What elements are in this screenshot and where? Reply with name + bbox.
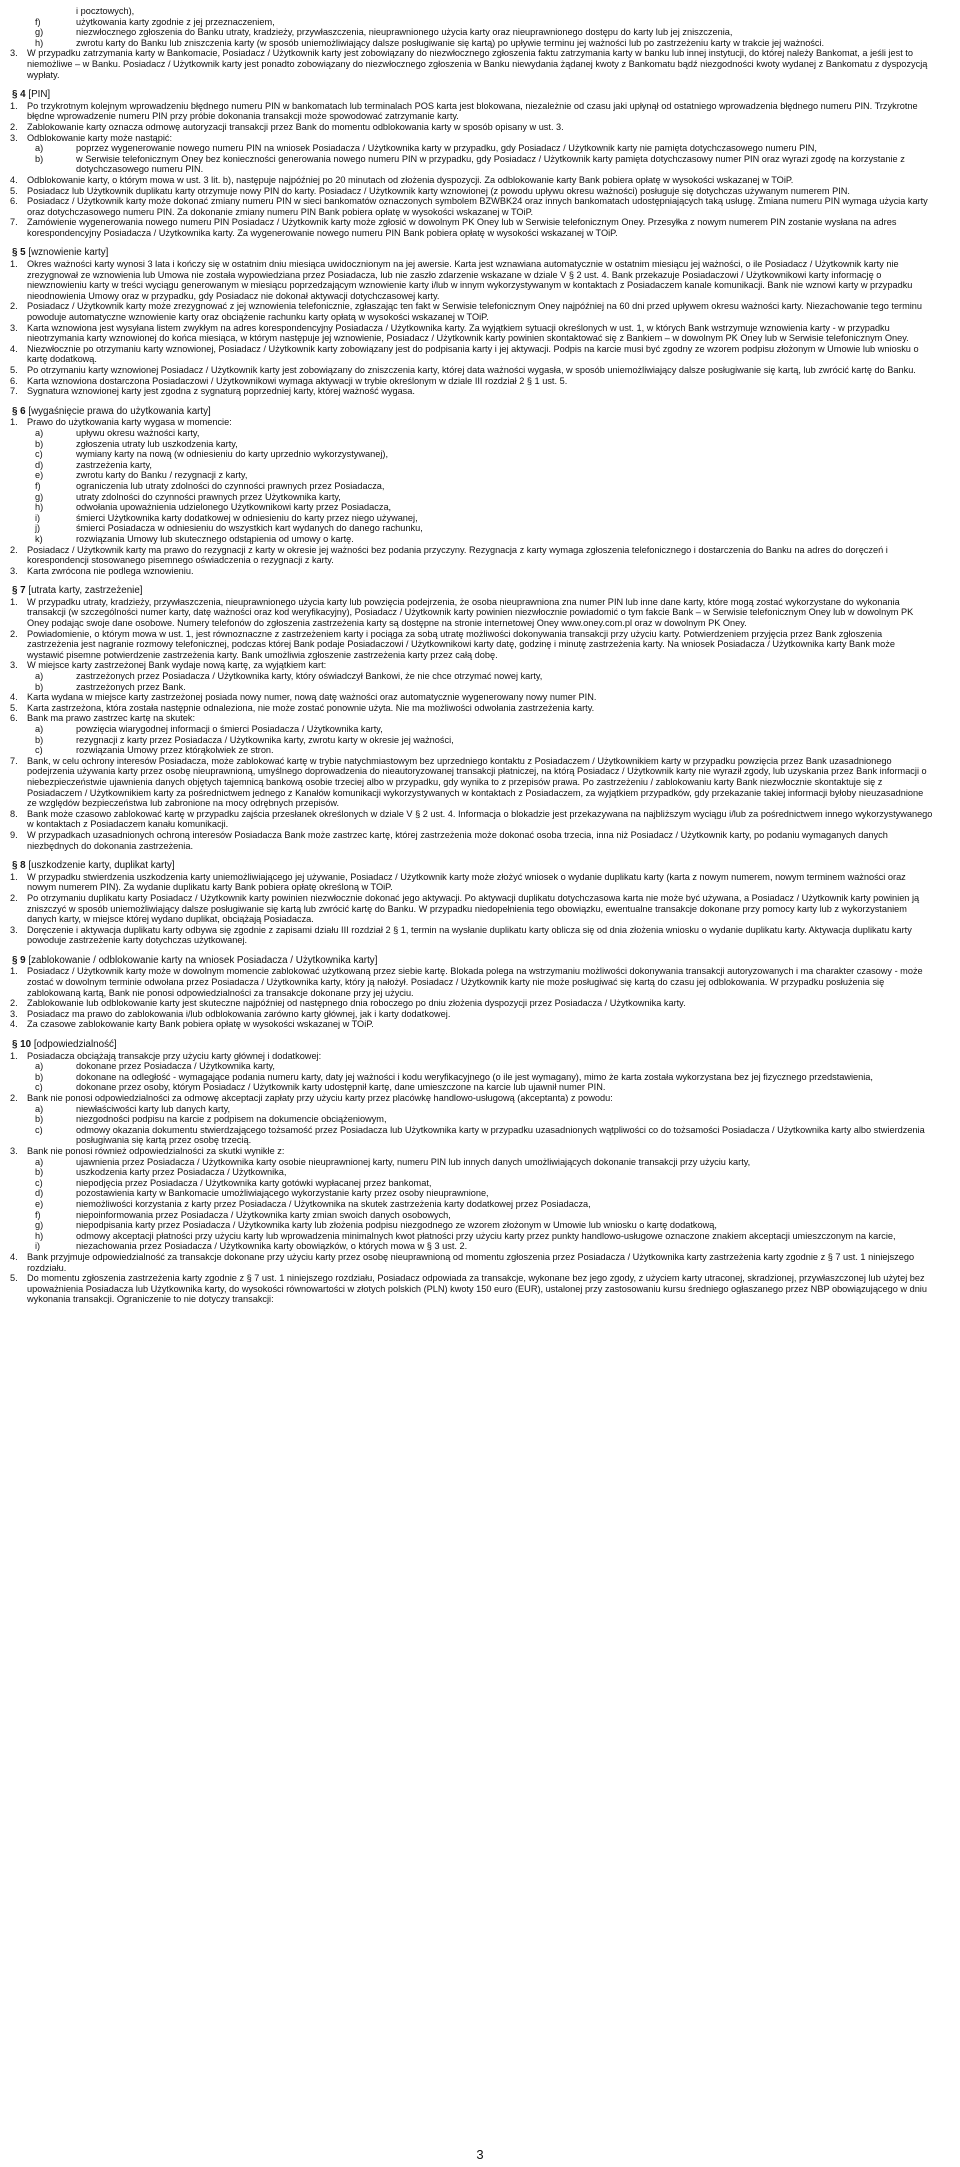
section-number: § 5 (12, 247, 26, 259)
clause-text: utraty zdolności do czynności prawnych przez Użytkownika karty, (76, 491, 341, 502)
clause-text: uszkodzenia karty przez Posiadacza / Użytkownika, (76, 1167, 287, 1178)
clause (10, 101, 933, 122)
section-title: [zablokowanie / odblokowanie karty na wniosek Posiadacza / Użytkownika karty] (28, 954, 378, 966)
section-heading (10, 407, 933, 418)
clause-text: Zablokowanie karty oznacza odmowę autoryzacji transakcji przez Bank do momentu odblokowania karty w sposób opisany w ust. 3. (27, 121, 564, 132)
sub-clause (10, 1220, 933, 1231)
list-marker: g) (35, 27, 44, 38)
clause-text: Posiadacza obciążają transakcje przy użyciu karty głównej i dodatkowej: (27, 1050, 322, 1061)
clause-text: Zamówienie wygenerowania nowego numeru PIN Posiadacz / Użytkownik karty może zgłosić w dowolnym PK Oney lub w Serwisie telefonicznym Oney. Przesyłka z nowym numerem PIN zostanie wysłana na adres korespondencyjny Posiadacza / Użytkownika karty. Za wygenerowanie nowego numeru PIN Bank pobiera opłatę w wysokości wskazanej w TOiP. (27, 217, 897, 238)
section-title: [PIN] (28, 89, 51, 101)
list-marker: c) (35, 1124, 43, 1135)
section-title: [wygaśnięcie prawa do użytkowania karty] (28, 405, 211, 417)
clause (10, 629, 933, 661)
sub-clause (10, 492, 933, 503)
sub-clause (10, 1114, 933, 1125)
clause (10, 133, 933, 144)
clause (10, 703, 933, 714)
clause-text: użytkowania karty zgodnie z jej przeznaczeniem, (76, 16, 275, 27)
sub-clause (10, 1241, 933, 1252)
sub-clause (10, 671, 933, 682)
list-marker: 2. (10, 892, 18, 903)
section-number: § 10 (12, 1039, 32, 1051)
clause (10, 122, 933, 133)
list-marker: 5. (10, 365, 18, 375)
clause-text: Posiadacz lub Użytkownik duplikatu karty otrzymuje nowy PIN do karty. Posiadacz / Użytkownik karty wznowionej (z powodu upływu okresu ważności) posługuje się dotychczas używanym numerem PIN. (27, 185, 850, 196)
list-marker: 3. (10, 565, 18, 576)
clause-text: i pocztowych), (76, 6, 135, 16)
clause-text: Do momentu zgłoszenia zastrzeżenia karty zgodnie z § 7 ust. 1 niniejszego rozdziału, Posiadacz odpowiada za transakcje, wykonane bez jego zgody, z użyciem karty utraconej, skradzionej, przywłaszczonej lub użytej bez upoważnienia Posiadacza lub Użytkownika karty, do wysokości równowartości w złotych polskich (PLN) kwoty 150 euro (EUR), ustalonej przy zastosowaniu kursu średniego ogłaszanego przez NBP obowiązującego w dniu wykonania transakcji. Ograniczenie to nie dotyczy transakcji: (27, 1273, 927, 1305)
list-marker: h) (35, 37, 44, 48)
list-marker: 6. (10, 196, 18, 207)
list-marker: b) (35, 1114, 44, 1125)
clause-text: niepoinformowania przez Posiadacza / Użytkownika karty zmian swoich danych osobowych, (76, 1209, 451, 1220)
sub-clause (10, 428, 933, 439)
clause-text: odmowy okazania dokumentu stwierdzającego tożsamość przez Posiadacza lub Użytkownika karty w przypadku uzasadnionych wątpliwości co do tożsamości Posiadacza / Użytkownika karty albo stwierdzenia posługiwania się kartą przez osobę trzecią. (76, 1124, 925, 1146)
section-title: [utrata karty, zastrzeżenie] (28, 585, 143, 597)
clause-text: W przypadku utraty, kradzieży, przywłaszczenia, nieuprawnionego użycia karty lub powzięcia podejrzenia, że osoba nieuprawniona zna numer PIN lub inne dane karty, które mogą zostać wykorzystane do wykonania transakcji (w szczególności numer karty, datę ważności oraz kod weryfikacyjny), Posiadacz / Użytkownik karty powinien niezwłocznie powiadomić o tym fakcie Bank – w Serwisie telefonicznym Oney lub w dowolnym PK Oney podając swoje dane osobowe. Numery telefonów do zgłoszenia zastrzeżenia karty są dostępne na stronie internetowej Oney www.oney.com.pl oraz w dowolnym PK Oney. (27, 596, 914, 629)
list-marker: b) (35, 734, 44, 745)
list-marker: c) (35, 1177, 43, 1188)
clause (10, 376, 933, 387)
clause (10, 365, 933, 376)
sub-clause (10, 1188, 933, 1199)
list-marker: 3. (10, 660, 18, 671)
clause-text: Sygnatura wznowionej karty jest zgodna z sygnaturą poprzedniej karty, której ważność wygasa. (27, 386, 415, 397)
clause-text: zastrzeżonych przez Posiadacza / Użytkownika karty, który oświadczył Bankowi, że nie chce otrzymać nowej karty, (76, 671, 543, 682)
clause (10, 259, 933, 301)
sub-clause (10, 17, 933, 28)
list-marker: 8. (10, 808, 18, 819)
clause (10, 545, 933, 566)
clause-text: zastrzeżenia karty, (76, 459, 152, 470)
list-marker: 3. (10, 48, 18, 59)
clause (10, 1273, 933, 1305)
list-marker: g) (35, 1220, 44, 1231)
list-marker: a) (35, 671, 44, 682)
list-marker: 3. (10, 322, 18, 333)
sub-clause (10, 460, 933, 471)
list-marker: f) (35, 480, 41, 491)
list-marker: c) (35, 1082, 43, 1093)
section-heading (10, 248, 933, 259)
section-number: § 7 (12, 585, 26, 597)
sub-clause (10, 1178, 933, 1189)
clause-text: zastrzeżonych przez Bank. (76, 681, 186, 692)
section-heading (10, 586, 933, 597)
clause-text: Po otrzymaniu karty wznowionej Posiadacz / Użytkownik karty jest zobowiązany do zniszczenia karty, której data ważności wygasła, w sposób uniemożliwiający dalsze posługiwanie się kartą, lub zwrócić kartę do Banku. (27, 365, 916, 375)
clause-text: Za czasowe zablokowanie karty Bank pobiera opłatę w wysokości wskazanej w TOiP. (27, 1019, 374, 1030)
clause-text: Po trzykrotnym kolejnym wprowadzeniu błędnego numeru PIN w bankomatach lub terminalach POS karta jest blokowana, niezależnie od czasu jaki upłynął od ostatniego wprowadzenia błędnego numeru PIN. Trzykrotne błędne wprowadzenie numeru PIN przy próbie dokonania transakcji może spowodować zatrzymanie karty. (27, 100, 918, 122)
list-marker: f) (35, 16, 41, 27)
sub-clause (10, 502, 933, 513)
list-marker: 1. (10, 871, 18, 882)
clause-text: poprzez wygenerowanie nowego numeru PIN na wniosek Posiadacza / Użytkownika karty w przypadku, gdy Posiadacz / Użytkownik karty nie pamięta dotychczasowego numeru PIN, (76, 143, 817, 154)
clause-text: odmowy akceptacji płatności przy użyciu karty lub wprowadzenia minimalnych kwot płatności przy użyciu karty przez punkty handlowo-usługowe oznaczone znakiem akceptacji umieszczonym na karcie, (76, 1230, 896, 1241)
clause-text: niepodpisania karty przez Posiadacza / Użytkownika karty lub złożenia podpisu niezgodnego ze wzorem złożonym w Umowie lub wniosku o kartę dodatkową, (76, 1220, 717, 1231)
clause (10, 217, 933, 238)
clause (10, 660, 933, 671)
list-marker: 2. (10, 121, 18, 132)
list-marker: b) (35, 681, 44, 692)
page-number: 3 (476, 2147, 484, 2162)
sub-clause (10, 724, 933, 735)
list-marker: b) (35, 438, 44, 449)
section-number: § 9 (12, 954, 26, 966)
clause (10, 1019, 933, 1030)
clause (10, 597, 933, 629)
clause-text: Okres ważności karty wynosi 3 lata i kończy się w ostatnim dniu miesiąca uwidocznionym na jej awersie. Karta jest wznawiana automatycznie w ostatnim miesiącu jej ważności, o ile Posiadacz / Użytkownik karty nie zrezygnował ze wznowienia lub Umowa nie została wypowiedziana przez Posiadacza, lub nie zaszło zdarzenie wskazane w dziale V § 2 ust. 4. Bank przekazuje Posiadaczowi / Użytkownikowi karty informację o niewznowieniu karty w treści wyciągu generowanym w miesiącu poprzedzającym wznowienie karty i/lub w innym wykorzystywanym w kontaktach z Posiadaczem kanale komunikacji. Bank nie wznowi karty w przypadku nieodnowienia Umowy oraz w przypadku, gdy Posiadacz nie dokonał aktywacji dotychczasowej karty. (27, 259, 913, 301)
clause (10, 893, 933, 925)
section-title: [odpowiedzialność] (33, 1039, 117, 1051)
clause-text: śmierci Użytkownika karty dodatkowej w odniesieniu do karty przez niego używanej, (76, 512, 418, 523)
clause-text: niemożliwości korzystania z karty przez Posiadacza / Użytkownika na skutek zastrzeżenia karty dodatkowej przez Posiadacza, (76, 1198, 591, 1209)
clause-text: Karta wznowiona jest wysyłana listem zwykłym na adres korespondencyjny Posiadacza / Użytkownika karty. Za wyjątkiem sytuacji określonych w ust. 1, w których Bank wstrzymuje wznowienia karty - w przypadku nieotrzymania karty wznowionej do końca miesiąca, w którym następuje jej wznowienie, Posiadacz / Użytkownik karty powinien skontaktować się z Bankiem – w dowolnym PK Oney lub w Serwisie telefonicznym Oney. (27, 322, 909, 344)
sub-clause (10, 1199, 933, 1210)
list-marker: 1. (10, 1050, 18, 1061)
clause-text: Zablokowanie lub odblokowanie karty jest skuteczne najpóźniej od następnego dnia roboczego po dniu złożenia dyspozycji przez Posiadacza / Użytkownika karty. (27, 998, 686, 1009)
clause-text: Doręczenie i aktywacja duplikatu karty odbywa się zgodnie z zapisami działu III rozdział 2 § 1, termin na wysłanie duplikatu karty oblicza się od dnia złożenia wniosku o wydanie duplikatu karty. Aktywacja duplikatu karty powoduje zastrzeżenie karty dotychczas użytkowanej. (27, 924, 912, 946)
list-marker: d) (35, 1188, 44, 1199)
list-marker: 7. (10, 755, 18, 766)
sub-clause (10, 470, 933, 481)
list-marker: b) (35, 1071, 44, 1082)
clause-text: Karta wznowiona dostarczona Posiadaczowi / Użytkownikowi wymaga aktywacji w trybie określonym w dziale III rozdział 2 § 1 ust. 5. (27, 375, 568, 386)
clause-text: upływu okresu ważności karty, (76, 427, 200, 438)
clause-text: dokonane przez Posiadacza / Użytkownika karty, (76, 1061, 275, 1072)
list-marker: 3. (10, 1008, 18, 1019)
list-marker: 5. (10, 1273, 18, 1284)
sub-clause (10, 481, 933, 492)
clause (10, 186, 933, 197)
list-marker: 2. (10, 998, 18, 1009)
clause-text: Bank, w celu ochrony interesów Posiadacza, może zablokować kartę w trybie natychmiastowym bez uprzedniego kontaktu z Posiadaczem / Użytkownikiem karty w przypadku powzięcia przez Bank uzasadnionego podejrzenia używania karty przez osobę nieuprawnioną, umyślnego doprowadzenia do nieautoryzowanej transakcji płatniczej, na którą Posiadacz / Użytkownik karty nie wyraził zgody, lub uzyskania przez Bank informacji o niebezpieczeństwie ujawnienia danych objętych tajemnicą bankową osobie trzeciej albo w przypadku, gdy wynika to z przepisów prawa. Po zastrzeżeniu / zablokowaniu karty Bank niezwłocznie skontaktuje się z Posiadaczem / Użytkownikiem karty za pośrednictwem jednego z Kanałów komunikacji wykorzystywanych w kontaktach z Posiadaczem, za wyjątkiem przypadków, gdy przekazanie takiej informacji byłoby nieuzasadnione ze względów bezpieczeństwa lub zabronione na mocy odrębnych przepisów. (27, 755, 927, 809)
sub-clause (10, 439, 933, 450)
clause-text: W przypadku stwierdzenia uszkodzenia karty uniemożliwiającego jej używanie, Posiadacz / Użytkownik karty może złożyć wniosek o wydanie duplikatu karty (karta z nowym numerem, nowym terminem ważności oraz nowym numerem PIN). Za wydanie duplikatu karty Bank pobiera opłatę określoną w TOiP. (27, 871, 906, 893)
list-marker: 2. (10, 1093, 18, 1103)
clause-text: w Serwisie telefonicznym Oney bez konieczności generowania nowego numeru PIN w przypadku, gdy Posiadacz / Użytkownik karty pamięta dotychczasowy numer PIN oraz wyrazi zgodę na korzystanie z dotychczasowego numeru PIN. (76, 153, 905, 175)
list-marker: h) (35, 1230, 44, 1241)
clause-text: Bank ma prawo zastrzec kartę na skutek: (27, 713, 195, 724)
sub-clause (10, 38, 933, 49)
section-number: § 6 (12, 405, 26, 417)
list-marker: 1. (10, 259, 18, 270)
clause (10, 301, 933, 322)
clause-text: Prawo do użytkowania karty wygasa w momencie: (27, 417, 232, 428)
section-title: [wznowienie karty] (28, 247, 109, 259)
section-number: § 8 (12, 860, 26, 872)
clause (10, 48, 933, 80)
sub-clause (10, 1210, 933, 1221)
list-marker: 2. (10, 301, 18, 312)
list-marker: c) (35, 449, 43, 460)
clause-text: wymiany karty na nową (w odniesieniu do karty uprzednio wykorzystywanej), (76, 449, 388, 460)
section-heading (10, 1040, 933, 1051)
sub-clause (10, 735, 933, 746)
clause-text: Karta zwrócona nie podlega wznowieniu. (27, 565, 194, 576)
clause-text: odwołania upoważnienia udzielonego Użytkownikowi karty przez Posiadacza, (76, 502, 392, 513)
sub-clause (10, 1231, 933, 1242)
list-marker: 5. (10, 702, 18, 713)
list-marker: a) (35, 427, 44, 438)
list-marker: g) (35, 491, 44, 502)
clause-text: dokonane na odległość - wymagające podania numeru karty, daty jej ważności i kodu weryfikacyjnego (o ile jest wymagany), mimo że karta została wykorzystana bez jej fizycznego przedstawienia, (76, 1071, 873, 1082)
clause-text: pozostawienia karty w Bankomacie umożliwiającego wykorzystanie karty przez osoby nieuprawnione, (76, 1188, 489, 1199)
list-marker: h) (35, 502, 44, 513)
list-marker: a) (35, 1103, 44, 1114)
clause-text: niezgodności podpisu na karcie z podpisem na dokumencie obciążeniowym, (76, 1114, 387, 1125)
list-marker: d) (35, 459, 44, 470)
clause-text: Odblokowanie karty, o którym mowa w ust. 3 lit. b), następuje najpóźniej po 20 minutach od złożenia dyspozycji. Za odblokowanie karty Bank pobiera opłatę w wysokości wskazanej w TOiP. (27, 174, 794, 185)
sub-clause (10, 513, 933, 524)
list-marker: k) (35, 533, 43, 544)
clause-text: powzięcia wiarygodnej informacji o śmierci Posiadacza / Użytkownika karty, (76, 724, 383, 734)
clause-text: Karta wydana w miejsce karty zastrzeżonej posiada nowy numer, nową datę ważności oraz automatycznie wygenerowany nowy numer PIN. (27, 692, 597, 703)
clause-text: śmierci Posiadacza w odniesieniu do wszystkich kart wydanych do danego rachunku, (76, 523, 423, 534)
clause (10, 417, 933, 428)
sub-clause (10, 1104, 933, 1115)
list-marker: e) (35, 470, 44, 481)
clause (10, 830, 933, 851)
clause (10, 323, 933, 344)
list-marker: 3. (10, 132, 18, 143)
clause-text: niezwłocznego zgłoszenia do Banku utraty, kradzieży, przywłaszczenia, nieuprawnionego użycia karty oraz nieuprawnionego dostępu do karty lub jej zniszczenia, (76, 27, 733, 38)
list-marker: c) (35, 745, 43, 756)
list-marker: 4. (10, 174, 18, 185)
section-number: § 4 (12, 89, 26, 101)
list-marker: a) (35, 1061, 44, 1072)
sub-clause (10, 1061, 933, 1072)
clause (10, 1093, 933, 1104)
list-marker: 6. (10, 375, 18, 386)
clause-text: dokonane przez osoby, którym Posiadacz / Użytkownik karty udostępnił kartę, dane umieszczone na karcie lub ujawnił numer PIN. (76, 1082, 606, 1093)
list-marker: 5. (10, 185, 18, 196)
clause (10, 1146, 933, 1157)
clause-text: Bank może czasowo zablokować kartę w przypadku zajścia przesłanek określonych w dziale V § 2 ust. 4. Informacja o blokadzie jest przekazywana na najbliższym wyciągu i/lub za pośrednictwem innego wykorzystywanego w kontaktach z Posiadaczem kanału komunikacji. (27, 808, 933, 830)
list-marker: 1. (10, 100, 18, 111)
list-marker: i) (35, 512, 41, 523)
sub-clause (10, 745, 933, 756)
clause-text: Niezwłocznie po otrzymaniu karty wznowionej, Posiadacz / Użytkownik karty zobowiązany jest do podpisania karty i jej aktywacji. Podpis na karcie musi być zgodny ze wzorem podpisu złożonym w Umowie lub wniosku o kartę dodatkową. (27, 343, 919, 365)
clause-text: zwrotu karty do Banku / rezygnacji z karty, (76, 470, 248, 481)
clause (10, 175, 933, 186)
list-marker: e) (35, 1198, 44, 1209)
sub-clause (10, 449, 933, 460)
clause-text: W miejsce karty zastrzeżonej Bank wydaje nową kartę, za wyjątkiem kart: (27, 660, 327, 671)
clause-text: niepodjęcia przez Posiadacza / Użytkownika karty gotówki wypłacanej przez bankomat, (76, 1177, 432, 1188)
sub-clause (10, 534, 933, 545)
list-marker: 6. (10, 713, 18, 724)
section-heading (10, 90, 933, 101)
clause (10, 1051, 933, 1062)
list-marker: 2. (10, 628, 18, 639)
clause-text: W przypadku zatrzymania karty w Bankomacie, Posiadacz / Użytkownik karty jest zobowiązany do niezwłocznego zgłoszenia faktu zatrzymania karty w banku lub innej instytucji, do której należy Bankomat, a jeśli jest to niemożliwe – w Banku. Posiadacz / Użytkownik karty jest ponadto zobowiązany do niezwłocznego zgłoszenia w Banku niewydania żądanej kwoty z Bankomatu bądź niezgodności kwoty wydanej z Bankomatu z dyspozycją wypłaty. (27, 48, 928, 80)
clause-text: rozwiązania Umowy lub skutecznego odstąpienia od umowy o kartę. (76, 533, 354, 544)
clause (10, 1252, 933, 1273)
clause (10, 872, 933, 893)
list-marker: 2. (10, 544, 18, 555)
section-heading (10, 861, 933, 872)
list-marker: f) (35, 1209, 41, 1220)
clause-text: ujawnienia przez Posiadacza / Użytkownika karty osobie nieuprawnionej karty, numeru PIN lub innych danych umożliwiających dokonanie transakcji przy użyciu karty, (76, 1156, 751, 1167)
clause (10, 966, 933, 998)
clause-text: Bank nie ponosi również odpowiedzialności za skutki wynikłe z: (27, 1145, 285, 1156)
clause-text: Posiadacz / Użytkownik karty może zrezygnować z jej wznowienia telefonicznie, zgłaszając ten fakt w Serwisie telefonicznym Oney najpóźniej na 60 dni przed upływem okresu ważności karty. Niezachowanie tego terminu powoduje automatyczne wznowienie karty oraz obciążenie rachunku karty opłatą w wysokości wskazanej w TOiP. (27, 301, 923, 323)
list-marker: a) (35, 1156, 44, 1167)
clause-text: rezygnacji z karty przez Posiadacza / Użytkownika karty, zwrotu karty w okresie jej ważności, (76, 734, 454, 745)
sub-clause (10, 523, 933, 534)
clause-text: Karta zastrzeżona, która została następnie odnaleziona, nie może zostać ponownie użyta. Nie ma możliwości odwołania zastrzeżenia karty. (27, 702, 595, 713)
clause-text: niewłaściwości karty lub danych karty, (76, 1103, 231, 1114)
list-marker: 3. (10, 924, 18, 935)
sub-clause (10, 682, 933, 693)
clause-text: Odblokowanie karty może nastąpić: (27, 132, 173, 143)
clause-text: zgłoszenia utraty lub uszkodzenia karty, (76, 438, 238, 449)
list-marker: 1. (10, 417, 18, 428)
list-marker: 4. (10, 1251, 18, 1262)
clause (10, 809, 933, 830)
clause-text: W przypadkach uzasadnionych ochroną interesów Posiadacza Bank może zastrzec kartę, której zastrzeżenia może dokonać osoba trzecia, inna niż Posiadacz / Użytkownik karty, po podaniu wymaganych danych niezbędnych do dokonania zastrzeżenia. (27, 829, 888, 851)
clause (10, 925, 933, 946)
clause-text: ograniczenia lub utraty zdolności do czynności prawnych przez Posiadacza, (76, 480, 385, 491)
clause (10, 713, 933, 724)
clause-text: Powiadomienie, o którym mowa w ust. 1, jest równoznaczne z zastrzeżeniem karty i pociąga za sobą utratę możliwości dokonywania transakcji przy użyciu karty. Potwierdzeniem przyjęcia przez Bank zgłoszenia zastrzeżenia jest nagranie rozmowy telefonicznej, podczas której Bank podaje Posiadaczowi / Użytkownikowi karty datę, godzinę i minutę zastrzeżenia karty. Na wniosek Posiadacza / Użytkownika karty Bank może wystawić pisemne potwierdzenie zastrzeżenia karty. Bank umożliwia zgłoszenie zastrzeżenia karty przez całą dobę. (27, 628, 895, 660)
list-marker: a) (35, 143, 44, 154)
sub-clause (10, 154, 933, 175)
sub-clause (10, 1082, 933, 1093)
clause-text: rozwiązania Umowy przez którąkolwiek ze stron. (76, 745, 274, 756)
clause (10, 566, 933, 577)
clause (10, 692, 933, 703)
clause-text: Posiadacz / Użytkownik karty ma prawo do rezygnacji z karty w okresie jej ważności bez podania przyczyny. Rezygnacja z karty wymaga zgłoszenia telefonicznego i dostarczenia do Banku na adres do doręczeń i korespondencji stosowanego pisemnego oświadczenia o rezygnacji z karty. (27, 544, 888, 566)
clause (10, 1009, 933, 1020)
clause-text: Posiadacz / Użytkownik karty może w dowolnym momencie zablokować użytkowaną przez siebie kartę. Blokada polega na wstrzymaniu możliwości dokonywania transakcji autoryzowanych i ma charakter czasowy - może zostać w dowolnym terminie odwołana przez Posiadacza / Użytkownika karty, który ją nałożył. Posiadacz / Użytkownik karty nie może posługiwać się kartą do czasu jej odblokowania. W przypadku posłużenia się zablokowaną kartą, Bank nie ponosi odpowiedzialności za transakcje dokonane przy jej użyciu. (27, 966, 923, 998)
section-title: [uszkodzenie karty, duplikat karty] (28, 860, 175, 872)
list-marker: 4. (10, 692, 18, 703)
clause (10, 386, 933, 397)
list-marker: 7. (10, 386, 18, 397)
list-marker: 1. (10, 966, 18, 977)
sub-clause (10, 1157, 933, 1168)
sub-clause (10, 143, 933, 154)
clause-text: Posiadacz / Użytkownik karty może dokonać zmiany numeru PIN w sieci bankomatów oznaczonych symbolem BZWBK24 oraz innych bankomatach udostępniających taką usługę. Zmiana numeru PIN wymaga użycia karty oraz dotychczasowego numeru PIN. Za dokonanie zmiany numeru PIN Bank pobiera opłatę w wysokości wskazanej w TOiP. (27, 196, 928, 217)
sub-clause (10, 1167, 933, 1178)
list-marker: 1. (10, 596, 18, 607)
sub-clause (10, 1072, 933, 1083)
clause-text: zwrotu karty do Banku lub zniszczenia karty (w sposób uniemożliwiający dalsze posługiwanie się kartą) po upływie terminu jej ważności lub po zastrzeżeniu karty w trakcie jej ważności. (76, 37, 825, 48)
clause-text: Bank nie ponosi odpowiedzialności za odmowę akceptacji zapłaty przy użyciu karty przez placówkę handlowo-usługową (akceptanta) z powodu: (27, 1093, 613, 1103)
list-marker: 7. (10, 217, 18, 228)
list-marker: 4. (10, 1019, 18, 1030)
clause (10, 196, 933, 217)
list-marker: i) (35, 1241, 41, 1252)
list-marker: a) (35, 724, 44, 734)
section-heading (10, 956, 933, 967)
sub-clause (10, 6, 933, 17)
list-marker: 4. (10, 343, 18, 354)
list-marker: b) (35, 153, 44, 164)
list-marker: j) (35, 523, 41, 534)
clause-text: Posiadacz ma prawo do zablokowania i/lub odblokowania zarówno karty głównej, jak i karty dodatkowej. (27, 1008, 451, 1019)
sub-clause (10, 1125, 933, 1146)
clause (10, 998, 933, 1009)
list-marker: 9. (10, 829, 18, 840)
clause-text: niezachowania przez Posiadacza / Użytkownika karty obowiązków, o których mowa w § 3 ust. 2. (76, 1241, 468, 1252)
sub-clause (10, 27, 933, 38)
clause (10, 756, 933, 809)
clause-text: Po otrzymaniu duplikatu karty Posiadacz / Użytkownik karty powinien niezwłocznie dokonać jego aktywacji. Po aktywacji duplikatu dotychczasowa karta nie może być używana, a Posiadacz / Użytkownik karty powinien ją zniszczyć w sposób uniemożliwiający dalsze posługiwanie się kartą lub zwrócić kartę do Banku. W przypadku niedopełnienia tego obowiązku, ewentualne transakcje dokonane przy pomocy karty lub z wykorzystaniem danych karty, w miejsce której wydano duplikat, obciążają Posiadacza. (27, 892, 920, 925)
list-marker: 3. (10, 1145, 18, 1156)
list-marker: b) (35, 1167, 44, 1178)
clause-text: Bank przyjmuje odpowiedzialność za transakcje dokonane przy użyciu karty przez osobę nieuprawnioną od momentu zgłoszenia przez Posiadacza / Użytkownika karty zastrzeżenia karty zgodnie z § 7 ust. 1 niniejszego rozdziału. (27, 1251, 915, 1273)
clause (10, 344, 933, 365)
